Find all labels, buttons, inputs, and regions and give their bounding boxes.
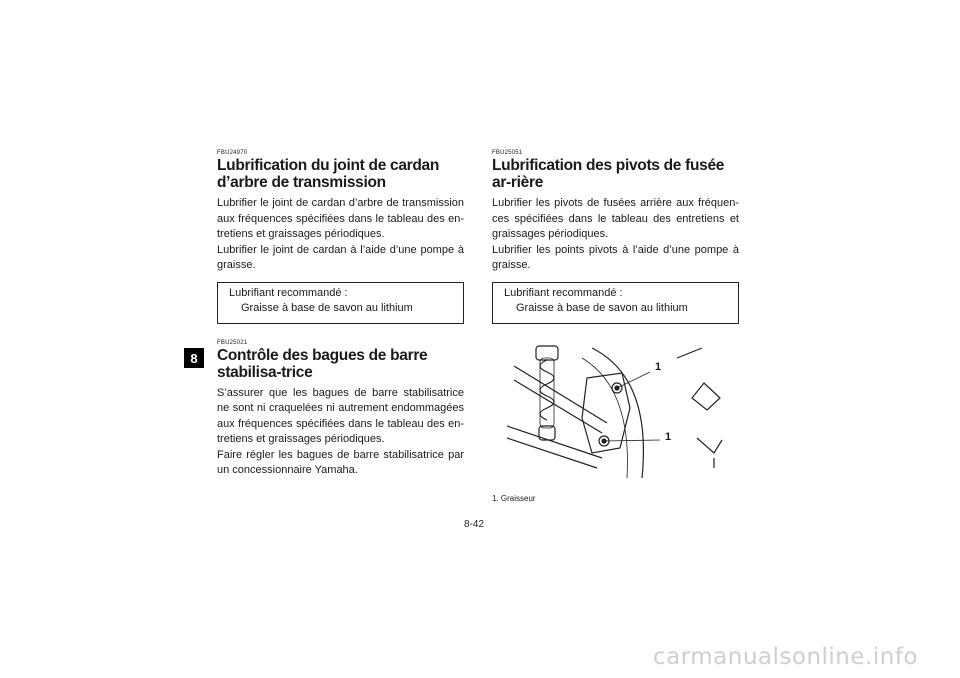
paragraph: Lubrifier les pivots de fusées arrière aux fréquen-ces spécifiées dans le tableau des entretiens et graissages périodiques. — [492, 197, 739, 240]
paragraph: Lubrifier le joint de cardan à l’aide d’une pompe à graisse. — [217, 243, 464, 271]
watermark: carmanualsonline.info — [652, 644, 918, 670]
recommended-lubricant-box — [217, 282, 464, 324]
box-value: Graisse à base de savon au lithium — [241, 301, 413, 314]
box-label: Lubrifiant recommandé : — [229, 286, 348, 299]
left-column — [217, 150, 464, 479]
figure-caption: 1. Graisseur — [492, 493, 536, 503]
box-value: Graisse à base de savon au lithium — [516, 301, 688, 314]
callout-number: 1 — [665, 430, 672, 443]
paragraph: Faire régler les bagues de barre stabilisatrice par un concessionnaire Yamaha. — [217, 448, 464, 476]
callout-number: 1 — [655, 360, 662, 373]
section-code: FBU24970 — [217, 150, 248, 156]
section-title-stabilizer: Contrôle des bagues de barre stabilisa-trice — [217, 346, 428, 381]
section-title-knuckle-pivots: Lubrification des pivots de fusée ar-rière — [492, 157, 725, 191]
recommended-lubricant-box — [492, 282, 739, 324]
chapter-tab: 8 — [184, 348, 204, 368]
section-title-driveshaft: Lubrification du joint de cardan d’arbre de transmission — [217, 157, 440, 191]
paragraph: Lubrifier les points pivots à l’aide d’une pompe à graisse. — [492, 243, 739, 271]
grease-fitting-illustration — [492, 338, 739, 486]
paragraph: S’assurer que les bagues de barre stabilisatrice ne sont ni craquelées ni autrement endommagées aux fréquences spécifiées dans le tableau des en-tretiens et graissages périodiques. — [217, 386, 464, 445]
paragraph: Lubrifier le joint de cardan d’arbre de transmission aux fréquences spécifiées dans le tableau des en-tretiens et graissages périodiques. — [217, 197, 464, 240]
section-code: FBU25021 — [217, 339, 248, 346]
suspension-drawing — [492, 338, 739, 486]
section-code: FBU25051 — [492, 150, 523, 156]
page-number: 8-42 — [464, 519, 485, 530]
box-label: Lubrifiant recommandé : — [504, 286, 623, 299]
right-column — [492, 150, 739, 503]
